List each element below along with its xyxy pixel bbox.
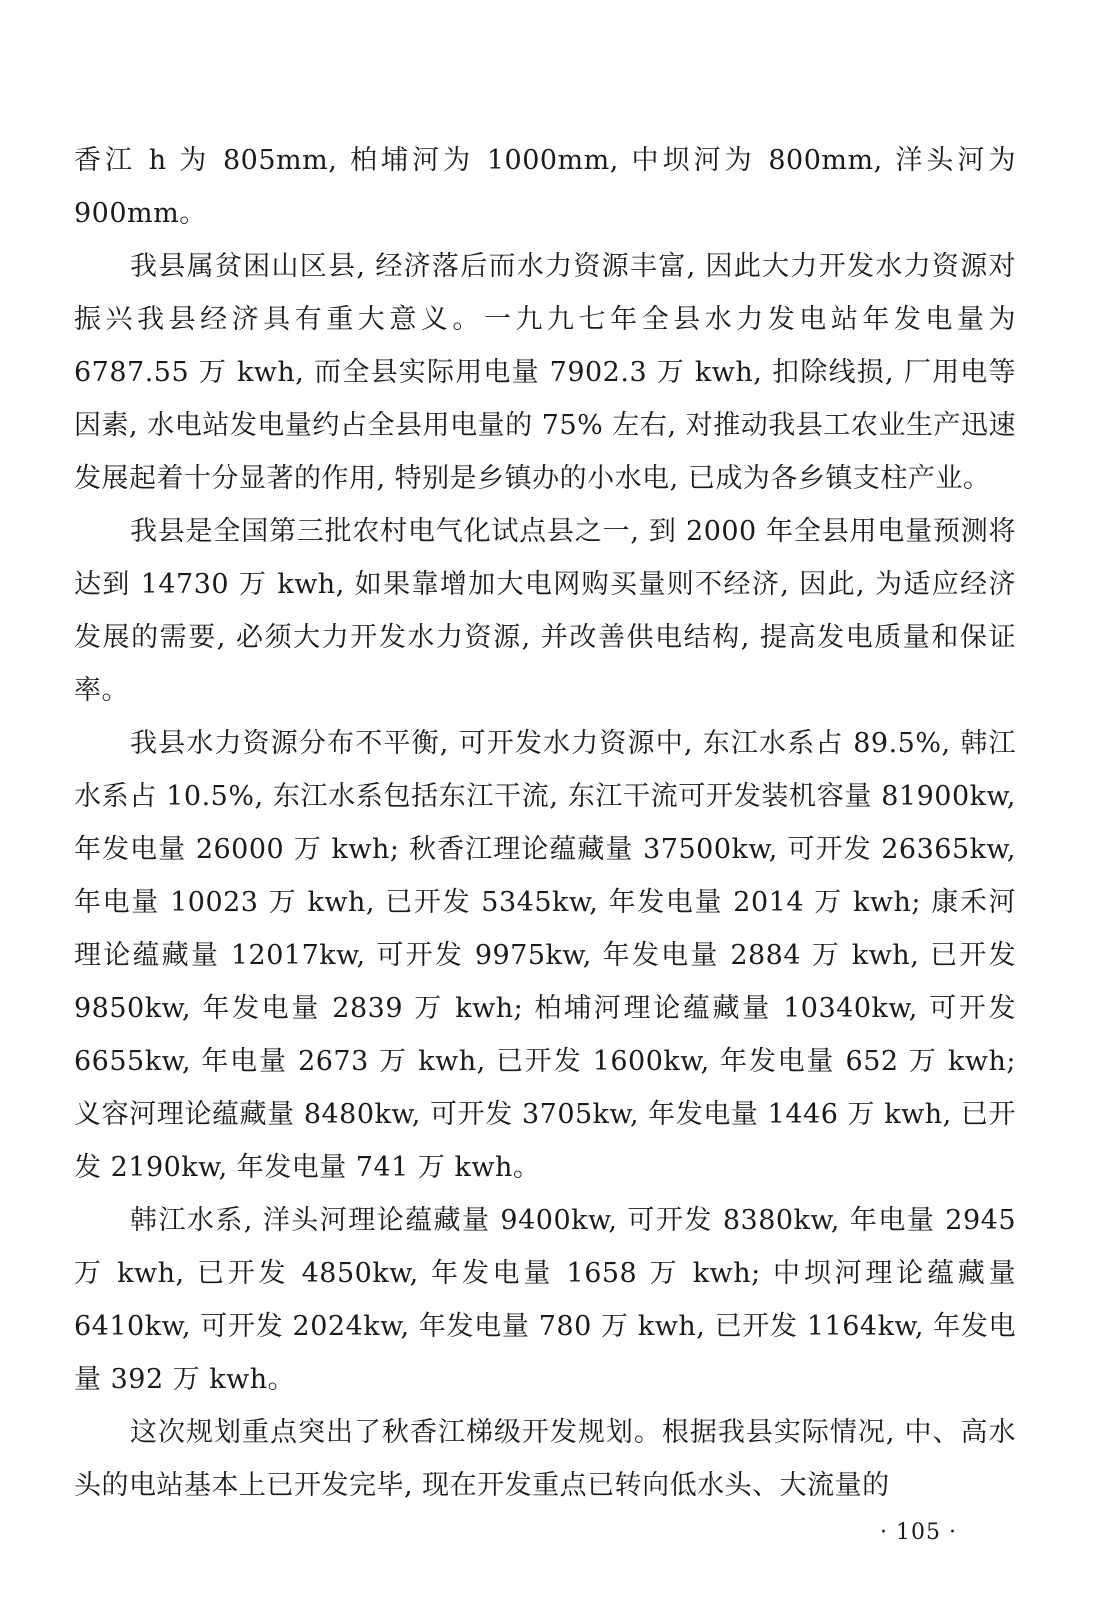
paragraph-2: 我县属贫困山区县, 经济落后而水力资源丰富, 因此大力开发水力资源对振兴我县经济具有重大意义。一九九七年全县水力发电站年发电量为 6787.55 万 kwh, 而全县实际用电量 7902.3 万 kwh, 扣除线损, 厂用电等因素, 水电站发电量约占全县用电量的 75% 左右, 对推动我县工农业生产迅速发展起着十分显著的作用, 特别是乡镇办的小水电, 已成为各乡镇支柱产业。 (74, 251, 1016, 494)
body-text (74, 134, 1016, 1512)
paragraph-4: 我县水力资源分布不平衡, 可开发水力资源中, 东江水系占 89.5%, 韩江水系占 10.5%, 东江水系包括东江干流, 东江干流可开发装机容量 81900kw, 年发电量 26000 万 kwh; 秋香江理论蕴藏量 37500kw, 可开发 26365kw, 年电量 10023 万 kwh, 已开发 5345kw, 年发电量 2014 万 kwh; 康禾河理论蕴藏量 12017kw, 可开发 9975kw, 年发电量 2884 万 kwh, 已开发 9850kw, 年发电量 2839 万 kwh; 柏埔河理论蕴藏量 10340kw, 可开发 6655kw, 年电量 2673 万 kwh, 已开发 1600kw, 年发电量 652 万 kwh; 义容河理论蕴藏量 8480kw, 可开发 3705kw, 年发电量 1446 万 kwh, 已开发 2190kw, 年发电量 741 万 kwh。 (74, 728, 1016, 1183)
paragraph-5: 韩江水系, 洋头河理论蕴藏量 9400kw, 可开发 8380kw, 年电量 2945 万 kwh, 已开发 4850kw, 年发电量 1658 万 kwh; 中坝河理论蕴藏量 6410kw, 可开发 2024kw, 年发电量 780 万 kwh, 已开发 1164kw, 年发电量 392 万 kwh。 (74, 1205, 1016, 1395)
paragraph-6: 这次规划重点突出了秋香江梯级开发规划。根据我县实际情况, 中、高水头的电站基本上已开发完毕, 现在开发重点已转向低水头、大流量的 (74, 1417, 1016, 1501)
paragraph-1: 香江 h 为 805mm, 柏埔河为 1000mm, 中坝河为 800mm, 洋头河为 900mm。 (74, 145, 1016, 229)
page-number: · 105 · (880, 1520, 957, 1545)
paragraph-3: 我县是全国第三批农村电气化试点县之一, 到 2000 年全县用电量预测将达到 14730 万 kwh, 如果靠增加大电网购买量则不经济, 因此, 为适应经济发展的需要, 必须大力开发水力资源, 并改善供电结构, 提高发电质量和保证率。 (74, 516, 1016, 706)
